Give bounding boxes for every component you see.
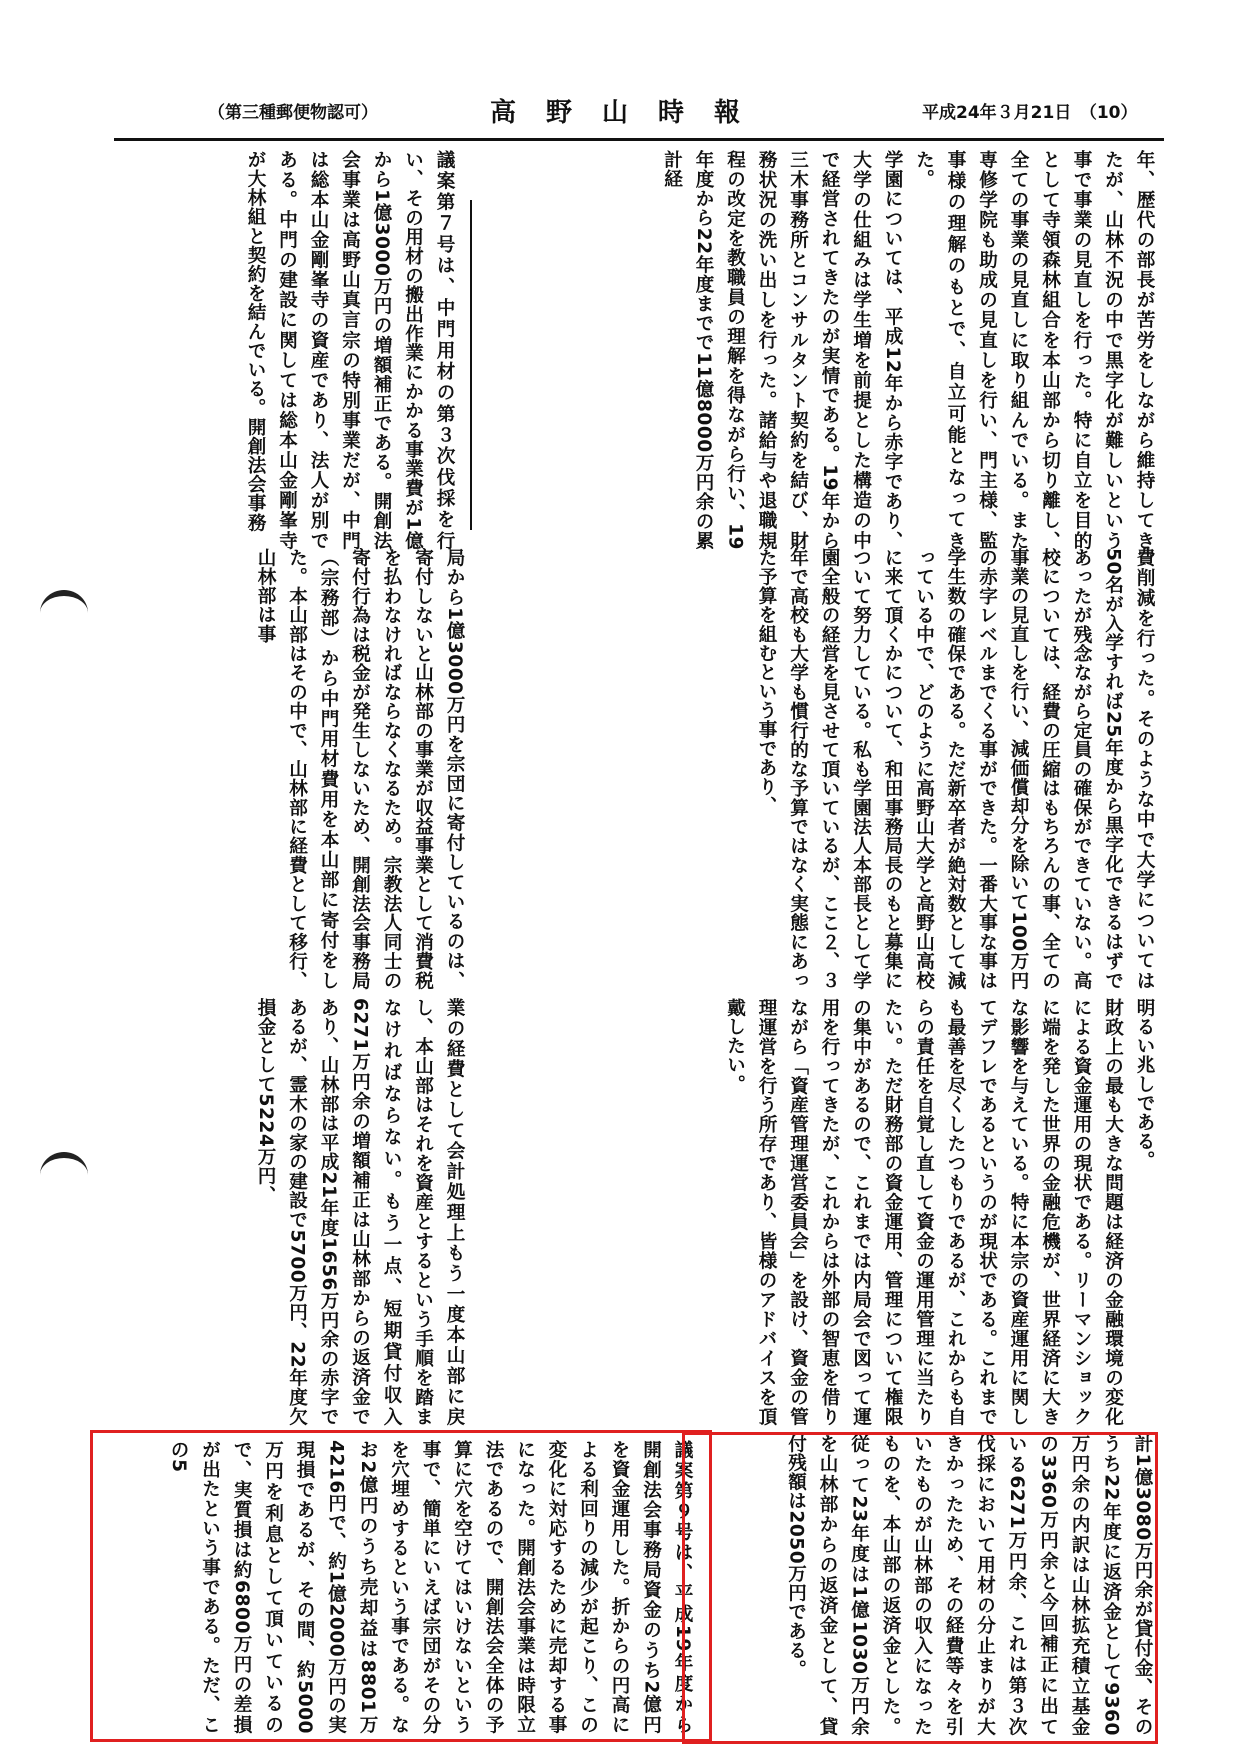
newspaper-title: 高野山時報	[490, 98, 771, 128]
paragraph: 費削減を行った。そのような中で大学については50名が入学すれば25年度から黒字化できるはずであったが残念ながら定員の確保ができていない。高校については、経費の圧縮はもちろんの事、全ての事業の見直しを行い、減価償却分を除いて100万円の赤字レベルまでくる事ができた。一番大事な事は学生数の確保である。ただ新卒者が絶対数として減っている中で、どのように高野山大学と高野山高校に来て頂くかについて、和田事務局長のもと募集について努力している。私も学園法人本部長として学園全般の経営を見させて頂いているが、ここ２、３年で高校も大学も慣行的な予算ではなく実態にあった予算を組むという事であり、	[756, 548, 1155, 990]
article-block-r1-left	[120, 150, 460, 550]
article-block-r3-left	[120, 998, 470, 1426]
paragraph: 議案第９号は、平成19年度から開創法会事務局資金のうち2億円を資金運用した。折からの円高による利回りの減少が起こり、この変化に対応するために売却する事になった。開創法会事業は時限立法であるので、開創法会全体の予算に穴を空けてはいけないという事で、簡単にいえば宗団がその分を穴埋めするという事である。なお2億円のうち売却益は8801万4216円で、約1億2000万円の実現損であるが、その間、約5000万円を利息として頂いているので、実質損は約6800万円の差損が出たという事である。ただ、この5	[168, 1440, 693, 1734]
article-block-r2-left	[120, 548, 470, 990]
paragraph: 学園については、平成12年から赤字であり、大学の仕組みは学生増を前提とした構造の中で経営されてきたのが実情である。19年から三木事務所とコンサルタント契約を結び、財務状況の洗い出しを行った。諸給与や退職規程の改定を教職員の理解を得ながら行い、19年度から22年度までで11億8000万円余の累計経	[661, 150, 903, 550]
issue-date-and-page: 平成24年３月21日 （10）	[922, 103, 1138, 123]
paragraph: 計1億3080万円余が貸付金、そのうち22年度に返済金として9360万円余の内訳は山林拡充積立基金の3360万円余と今回補正に出ている6271万円余、これは第３次伐採において用材の分止まりが大きかったため、その経費等々を引いたものが山林部の収入になったものを、本山部の返済金とした。従って23年度は1億1030万円余を山林部からの返済金として、貸付残額は2050万円である。	[785, 1434, 1153, 1736]
paragraph: 財政上の最も大きな問題は経済の金融環境の変化による資金運用の現状である。リーマンショックに端を発した世界の金融危機が、世界経済に大きな影響を与えている。特に本宗の資産運用に関してデフレであるというのが現状である。これまでも最善を尽くしたつもりであるが、これからも自らの責任を自覚し直して資金の運用管理に当たりたい。ただ財務部の資金運用、管理について権限の集中があるので、これまでは内局会で図って運用を行ってきたが、これからは外部の智恵を借りながら「資産管理運営委員会」を設け、資金の管理運営を行う所存であり、皆様のアドバイスを頂戴したい。	[724, 998, 1124, 1426]
paragraph: 明るい兆しである。	[1134, 998, 1155, 1170]
paragraph: 局から1億3000万円を宗団に寄付しているのは、寄付しないと山林部の事業が収益事業として消費税を払わなければならなくなるため。宗教法人同士の寄付行為は税金が発生しないため、開創法会事務局（宗務部）から中門用材費用を本山部に寄付をした。本山部はその中で、山林部に経費として移行、山林部は事	[255, 548, 465, 990]
header-rule	[114, 138, 1164, 141]
highlight-box-middle	[90, 1430, 712, 1742]
binding-hole-mark	[40, 1152, 88, 1198]
binding-hole-mark	[40, 590, 88, 636]
article-block-r1-right	[492, 150, 1160, 550]
paragraph: 年、歴代の部長が苦労をしながら維持してきたが、山林不況の中で黒字化が難しいという事で事業の見直しを行った。特に自立を目的として寺領森林組合を本山部から切り離し、全ての事業の見直しに取り組んでいる。また専修学院も助成の見直しを行い、門主様、監事様の理解のもとで、自立可能となってきた。	[913, 150, 1155, 550]
column-divider	[470, 200, 472, 530]
page-header	[100, 88, 1160, 144]
paragraph: 業の経費として会計処理上もう一度本山部に戻し、本山部はそれを資産とするという手順を踏まなければならない。もう一点、短期貸付収入6271万円余の増額補正は山林部からの返済金であり、山林部は平成21年度1656万円余の赤字であるが、霊木の家の建設で5700万円、22年度欠損金として5224万円、	[255, 998, 465, 1426]
article-block-r3-right	[480, 998, 1160, 1426]
paragraph: 議案第７号は、中門用材の第３次伐採を行い、その用材の搬出作業にかかる事業費が1億から1億3000万円の増額補正である。開創法会事業は高野山真言宗の特別事業だが、中門は総本山金剛峯寺の資産であり、法人が別である。中門の建設に関しては総本山金剛峯寺が大林組と契約を結んでいる。開創法会事務	[245, 150, 455, 550]
article-block-r2-right	[480, 548, 1160, 990]
postal-permit-notice: （第三種郵便物認可）	[208, 103, 378, 123]
highlight-box-right	[682, 1432, 1158, 1744]
